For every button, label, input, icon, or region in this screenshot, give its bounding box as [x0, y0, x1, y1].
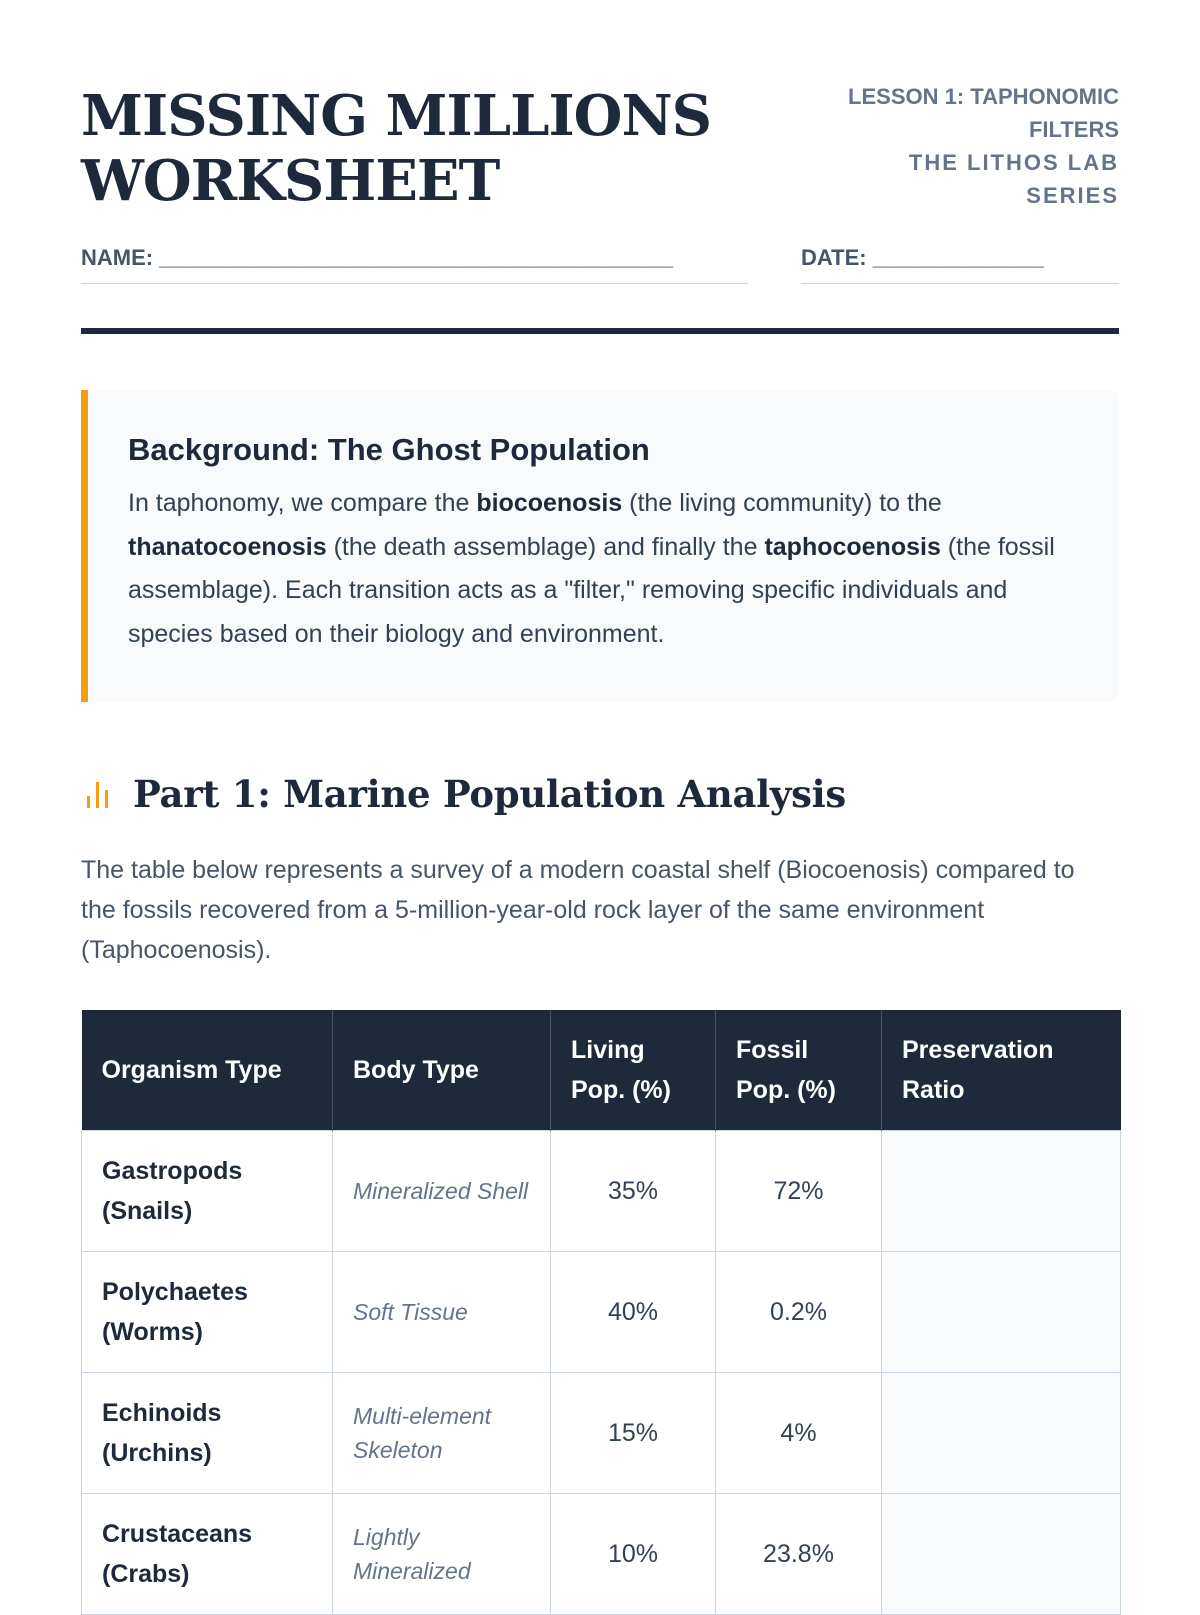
term-biocoenosis: biocoenosis — [476, 489, 623, 517]
lesson-label: LESSON 1: TAPHONOMIC FILTERS — [848, 84, 1119, 142]
organism-cell: Polychaetes (Worms) — [82, 1252, 333, 1373]
fossil-pop-cell: 23.8% — [716, 1494, 882, 1615]
term-taphocoenosis: taphocoenosis — [764, 532, 941, 561]
organism-cell: Echinoids (Urchins) — [82, 1373, 333, 1494]
part1-intro: The table below represents a survey of a modern coastal shelf (Biocoenosis) compared to the fossils recovered from a 5-million-year-old rock layer of the same environment (Taphocoenosis). — [81, 856, 1075, 964]
title-line-2: WORKSHEET — [81, 148, 500, 214]
background-text-2: (the living community) to the — [622, 489, 942, 517]
organism-cell: Gastropods (Snails) — [82, 1131, 333, 1252]
background-text — [128, 482, 1079, 656]
background-callout — [81, 390, 1119, 702]
living-pop-cell: 10% — [551, 1494, 716, 1615]
table-row — [82, 1373, 1121, 1494]
part1-heading — [81, 772, 846, 816]
page-title — [81, 84, 711, 214]
background-text-3: (the death assemblage) and finally the — [326, 532, 765, 561]
series-label: THE LITHOS LAB SERIES — [908, 150, 1119, 208]
header-fossil-pop: Fossil Pop. (%) — [716, 1010, 882, 1131]
worksheet-header — [81, 0, 1119, 330]
body-type-cell: Lightly Mineralized — [333, 1494, 551, 1615]
living-pop-cell: 35% — [551, 1131, 716, 1252]
name-field[interactable]: NAME: __________________________________________ — [81, 245, 748, 284]
table-header-row — [82, 1010, 1121, 1131]
preservation-ratio-cell[interactable] — [882, 1373, 1121, 1494]
header-body-type: Body Type — [333, 1010, 551, 1131]
body-type-cell: Multi-element Skeleton — [333, 1373, 551, 1494]
table-row — [82, 1494, 1121, 1615]
bar-chart-icon — [81, 776, 117, 812]
fossil-pop-cell: 0.2% — [716, 1252, 882, 1373]
lesson-meta — [819, 80, 1119, 212]
organism-cell: Crustaceans (Crabs) — [82, 1494, 333, 1615]
header-living-pop: Living Pop. (%) — [551, 1010, 716, 1131]
header-divider — [81, 328, 1119, 334]
term-thanatocoenosis: thanatocoenosis — [128, 532, 327, 561]
body-type-cell: Soft Tissue — [333, 1252, 551, 1373]
background-text-1: In taphonomy, we compare the — [128, 489, 477, 517]
title-line-1: MISSING MILLIONS — [81, 83, 712, 149]
preservation-ratio-cell[interactable] — [882, 1131, 1121, 1252]
background-text-4: (the fossil assemblage). Each transition acts as a "filter," removing specific individuals and species based on their biology and environment. — [128, 532, 1055, 648]
part1-title: Part 1: Marine Population Analysis — [133, 772, 846, 816]
background-heading: Background: The Ghost Population — [128, 432, 650, 467]
header-preservation-ratio: Preservation Ratio — [882, 1010, 1121, 1131]
table-row — [82, 1252, 1121, 1373]
preservation-ratio-cell[interactable] — [882, 1252, 1121, 1373]
table-row — [82, 1131, 1121, 1252]
population-table-wrap — [81, 1010, 1120, 1615]
population-table — [81, 1010, 1121, 1615]
fossil-pop-cell: 4% — [716, 1373, 882, 1494]
fossil-pop-cell: 72% — [716, 1131, 882, 1252]
living-pop-cell: 40% — [551, 1252, 716, 1373]
living-pop-cell: 15% — [551, 1373, 716, 1494]
body-type-cell: Mineralized Shell — [333, 1131, 551, 1252]
preservation-ratio-cell[interactable] — [882, 1494, 1121, 1615]
header-organism-type: Organism Type — [82, 1010, 333, 1131]
date-field[interactable]: DATE: ______________ — [801, 245, 1119, 284]
